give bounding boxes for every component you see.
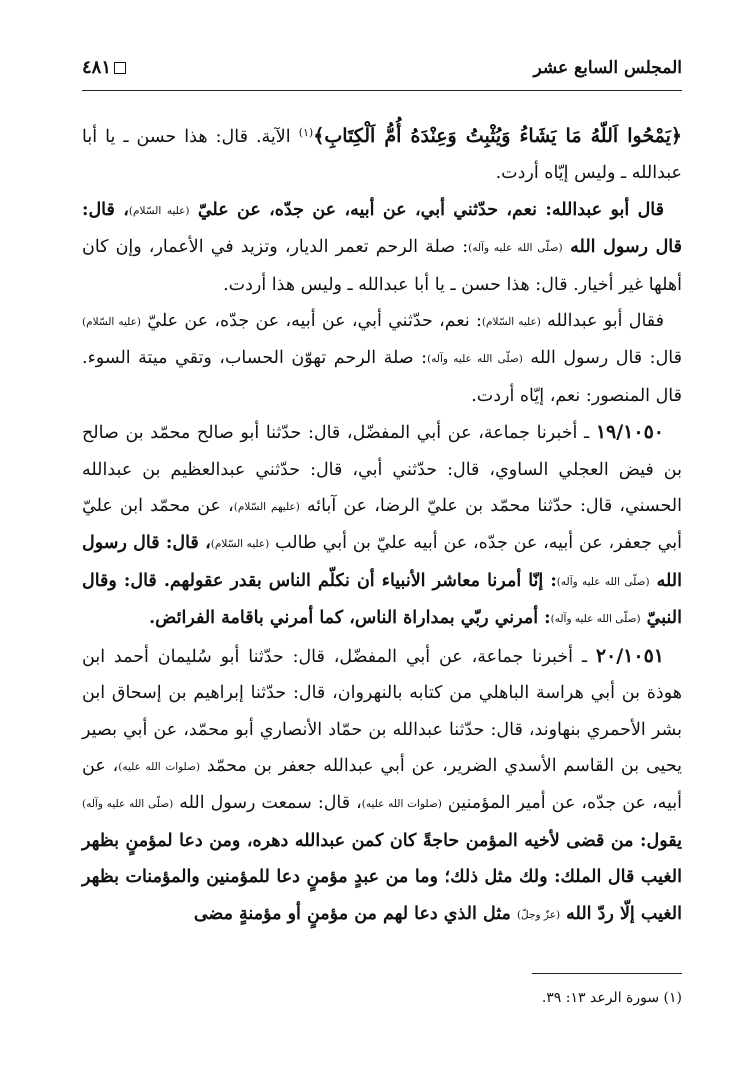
paragraph-text: ـ أخبرنا جماعة، عن أبي المفضّل، قال: حدّثنا أبو سُليمان أحمد ابن هوذة بن أبي هراسة الباهلي من كتابه بالنهروان، قال: حدّثنا إبراهيم بن إسحاق ابن بشر الأحمري بنهاوند، قال: حدّثنا عبدالله بن حمّاد الأنصاري أبو محمّد، عن أبي بصير يحيى بن القاسم الأسدي الضرير، عن أبي عبدالله جعفر بن محمّد xyxy=(82,646,682,776)
honorific: (عليه السّلام) xyxy=(128,204,190,217)
honorific: (صلوات الله عليه) xyxy=(118,760,201,773)
hadith-number: ١٩/١٠٥٠ xyxy=(595,421,664,444)
book-page xyxy=(82,48,682,1048)
honorific: (صلّى الله عليه وآله) xyxy=(82,798,174,811)
honorific: (عليه السّلام) xyxy=(82,316,142,329)
paragraph-text: مثل الذي دعا لهم من مؤمنٍ أو مؤمنةٍ مضى xyxy=(193,903,517,924)
hadith-number: ٢٠/١٠٥١ xyxy=(595,644,664,667)
honorific: (عزّ وجلّ) xyxy=(516,908,561,921)
paragraph-5 xyxy=(82,638,682,933)
paragraph-text: يقول: من قضى لأخيه المؤمن حاجةً كان كمن عبدالله دهره، ومن دعا لمؤمنٍ بظهر الغيب قال الملك: ولك مثل ذلك؛ وما من عبدٍ مؤمنٍ دعا للمؤمنين والمؤمنات بظهر الغيب إلّا ردّ الله xyxy=(82,830,682,924)
paragraph-text: : نعم، حدّثني أبي، عن أبيه، عن جدّه، عن عليّ xyxy=(141,311,482,332)
page-number: ٤٨١ xyxy=(82,57,112,78)
honorific: (عليه السّلام) xyxy=(210,538,270,551)
paragraph-text: الآية. قال: هذا حسن ـ يا أبا عبدالله ـ وليس إيّاه أردت. xyxy=(82,127,682,184)
paragraph-text: ، قال: قال رسول الله xyxy=(82,199,682,258)
paragraph-3 xyxy=(82,303,682,414)
paragraph-text: : صلة الرحم تعمر الديار، وتزيد في الأعمار، وإن كان أهلها غير أخيار. قال: هذا حسن ـ يا أبا عبدالله ـ وليس هذا أردت. xyxy=(82,237,682,295)
paragraph-text: ، قال: قال رسول الله xyxy=(82,533,682,591)
footnote: (١) سورة الرعد ١٣: ٣٩. xyxy=(541,990,682,1006)
honorific: (صلّى الله عليه وآله) xyxy=(427,353,523,366)
paragraph-1 xyxy=(82,115,682,192)
paragraph-text: ، عن محمّد ابن عليّ أبي جعفر، عن أبيه، عن جدّه، عن أبيه عليّ بن أبي طالب xyxy=(82,496,682,554)
body-text xyxy=(82,115,682,933)
paragraph-text: : صلة الرحم تهوّن الحساب، وتقي ميتة السوء. قال المنصور: نعم، إيّاه أردت. xyxy=(82,348,682,406)
honorific: (صلّى الله عليه وآله) xyxy=(556,575,650,588)
square-box-icon xyxy=(114,62,126,74)
paragraph-text: قال: قال رسول الله xyxy=(522,348,682,369)
paragraph-4 xyxy=(82,414,682,637)
honorific: (عليه السّلام) xyxy=(481,316,541,329)
quran-verse: ﴿يَمْحُوا اَللّهُ مَا يَشَاءُ وَيُثْبِتُ وَعِنْدَهُ أُمُّ اَلْكِتَابِ﴾ xyxy=(313,125,682,147)
running-header xyxy=(82,48,682,91)
paragraph-text: : أمرني ربّي بمداراة الناس، كما أمرني باقامة الفرائض. xyxy=(149,608,551,629)
paragraph-lead: فقال أبو عبدالله xyxy=(540,311,664,332)
paragraph-text: ، قال: سمعت رسول الله xyxy=(173,793,362,814)
honorific: (صلوات الله عليه) xyxy=(361,798,442,811)
paragraph-2 xyxy=(82,192,682,303)
honorific: (صلّى الله عليه وآله) xyxy=(550,613,641,626)
page-number-block xyxy=(82,57,126,78)
footnote-ref: (١) xyxy=(298,126,314,139)
paragraph-lead: قال أبو عبدالله: نعم، حدّثني أبي، عن أبيه، عن جدّه، عن عليّ xyxy=(189,199,664,220)
paragraph-text: : إنّا أمرنا معاشر الأنبياء أن نكلّم الناس بقدر عقولهم. قال: وقال النبيّ xyxy=(82,570,682,629)
honorific: (عليهم السّلام) xyxy=(233,501,300,514)
paragraph-text: ، عن أبيه، عن جدّه، عن أمير المؤمنين xyxy=(82,755,682,814)
honorific: (صلّى الله عليه وآله) xyxy=(468,242,563,255)
chapter-title: المجلس السابع عشر xyxy=(533,58,682,78)
paragraph-text: ـ أخبرنا جماعة، عن أبي المفضّل، قال: حدّثنا أبو صالح محمّد بن صالح بن فيض العجلي الساوي، قال: حدّثني أبي، قال: حدّثني عبدالعظيم بن عبدالله الحسني، قال: حدّثنا محمّد بن عليّ الرضا، عن آبائه xyxy=(82,423,682,517)
footnote-divider xyxy=(532,973,682,974)
